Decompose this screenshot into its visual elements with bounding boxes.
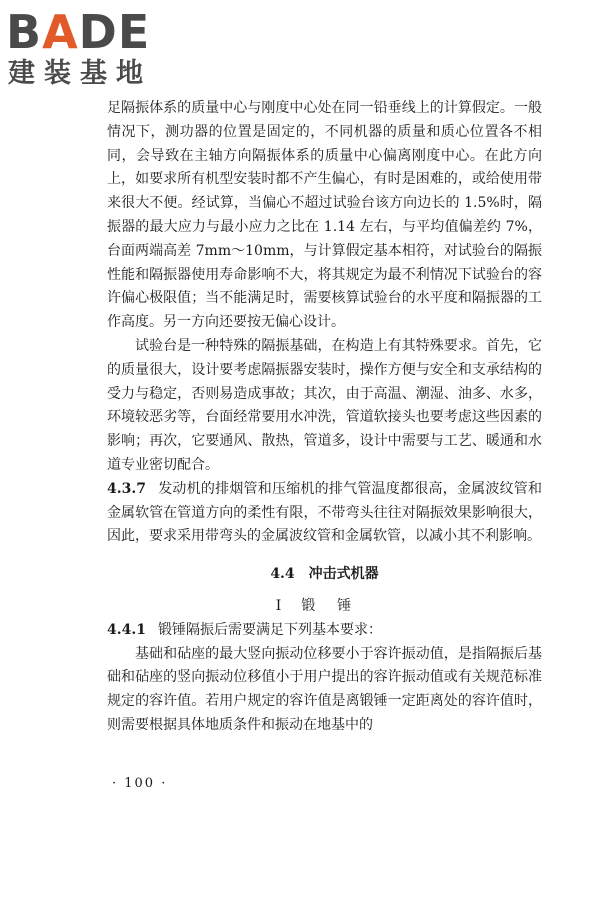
- paragraph-forging-hammer: 基础和砧座的最大竖向振动位移要小于容许振动值，是指隔振后基础和砧座的竖向振动位移值小于用户提出的容许振动值或有关规范标准规定的容许值。若用户规定的容许值是离锻锤一定距离处的容许值时，则需要根据具体地质条件和振动在地基中的: [107, 645, 542, 733]
- subsection-heading: Ⅰ 锻锤: [275, 597, 374, 614]
- clause-text: 发动机的排烟管和压缩机的排气管温度都很高，金属波纹管和金属软管在管道方向的柔性有限，不带弯头往往对隔振效果影响很大，因此，要求采用带弯头的金属波纹管和金属软管，以减小其不利影响。: [107, 480, 542, 545]
- logo-subtitle: 建装基地: [8, 58, 152, 89]
- clause-number: 4.3.7: [107, 480, 146, 497]
- page-body: [107, 97, 542, 738]
- page-number: · 100 ·: [112, 776, 168, 791]
- section-heading: 4.4 冲击式机器: [270, 566, 379, 583]
- clause-text: 锻锤隔振后需要满足下列基本要求：: [157, 621, 382, 638]
- clause-4-3-7: [107, 478, 542, 549]
- clause-4-4-1: [107, 619, 542, 643]
- clause-number: 4.4.1: [107, 621, 146, 638]
- logo-wordmark: BADE: [6, 5, 151, 59]
- bade-logo: [6, 6, 178, 94]
- paragraph-continued: 足隔振体系的质量中心与刚度中心处在同一铅垂线上的计算假定。一般情况下，测功器的位置是固定的，不同机器的质量和质心位置各不相同，会导致在主轴方向隔振体系的质量中心偏离刚度中心。在此方向上，如要求所有机型安装时都不产生偏心，有时是困难的，或给使用带来很大不便。经试算，当偏心不超过试验台该方向边长的 1.5%时，隔振器的最大应力与最小应力之比在 1.14 左右，与平均值偏差约 7%，台面两端高差 7mm～10mm，与计算假定基本相符，对试验台的隔振性能和隔振器使用寿命影响不大，将其规定为最不利情况下试验台的容许偏心极限值；当不能满足时，需要核算试验台的水平度和隔振器的工作高度。另一方向还要按无偏心设计。: [107, 100, 542, 331]
- paragraph-test-bench: 试验台是一种特殊的隔振基础，在构造上有其特殊要求。首先，它的质量很大，设计要考虑隔振器安装时，操作方便与安全和支承结构的受力与稳定，否则易造成事故；其次，由于高温、潮湿、油多、水多，环境较恶劣等，台面经常要用水冲洗，管道软接头也要考虑这些因素的影响；再次，它要通风、散热，管道多，设计中需要与工艺、暖通和水道专业密切配合。: [107, 337, 542, 473]
